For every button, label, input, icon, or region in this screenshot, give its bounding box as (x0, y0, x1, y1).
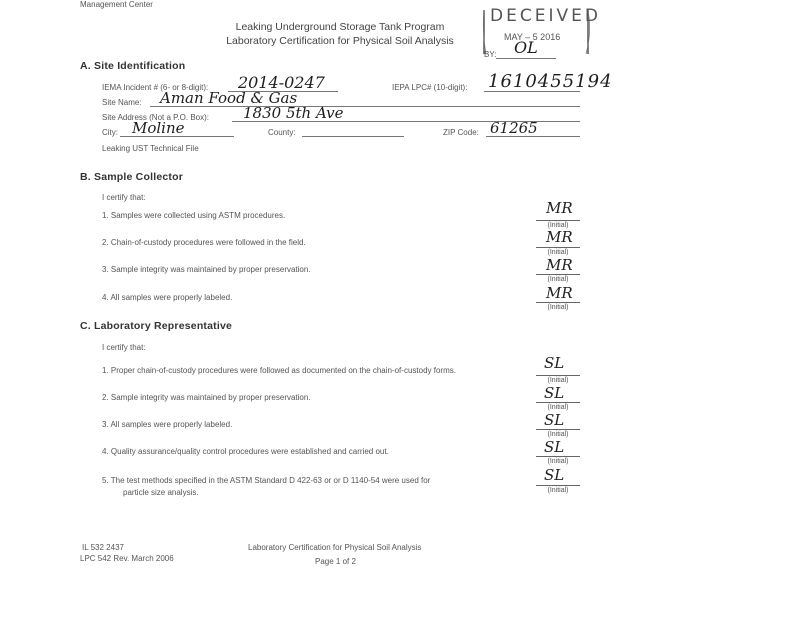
b-initial-caption-3: (Initial) (547, 276, 569, 283)
c-initial-line-2 (536, 402, 580, 403)
c-item-3: 3. All samples were properly labeled. (102, 420, 233, 429)
site-name-line (150, 106, 580, 107)
c-initial-caption-2: (Initial) (547, 404, 569, 411)
iema-label: IEMA Incident # (6- or 8-digit): (102, 83, 209, 92)
c-item-2: 2. Sample integrity was maintained by proper preservation. (102, 393, 311, 402)
file-label: Leaking UST Technical File (102, 144, 199, 153)
c-item-1: 1. Proper chain-of-custody procedures were followed as documented on the chain-of-custody forms. (102, 366, 456, 375)
iepa-label: IEPA LPC# (10-digit): (392, 83, 468, 92)
form-title-line2: Laboratory Certification for Physical Soil Analysis (226, 35, 454, 47)
b-initial-caption-2: (Initial) (547, 249, 569, 256)
b-initial-4[interactable]: MR (546, 284, 573, 302)
county-line (302, 136, 404, 137)
section-b-certify: I certify that: (102, 193, 146, 202)
form-title-line1: Leaking Underground Storage Tank Program (235, 21, 445, 33)
c-initial-caption-1: (Initial) (547, 377, 569, 384)
b-initial-3[interactable]: MR (546, 256, 573, 274)
city-value[interactable]: Moline (132, 119, 185, 137)
c-initial-line-1 (536, 375, 580, 376)
c-initial-5[interactable]: SL (544, 466, 565, 484)
b-item-3: 3. Sample integrity was maintained by proper preservation. (102, 265, 311, 274)
iepa-value[interactable]: 1610455194 (488, 71, 613, 92)
b-initial-caption-4: (Initial) (547, 304, 569, 311)
site-name-label: Site Name: (102, 98, 142, 107)
zip-line (486, 136, 580, 137)
c-initial-caption-4: (Initial) (547, 458, 569, 465)
b-item-4: 4. All samples were properly labeled. (102, 293, 233, 302)
b-initial-caption-1: (Initial) (547, 222, 569, 229)
footer-page-number: Page 1 of 2 (315, 557, 356, 566)
c-item-5-line2: particle size analysis. (123, 488, 199, 497)
stamp-by-line (496, 58, 556, 59)
site-name-value[interactable]: Aman Food & Gas (160, 89, 298, 107)
c-initial-4[interactable]: SL (544, 438, 565, 456)
c-initial-line-5 (536, 485, 580, 486)
site-address-label: Site Address (Not a P.O. Box): (102, 113, 210, 122)
stamp-by-label: BY: (484, 50, 497, 59)
city-label: City: (102, 128, 118, 137)
iema-value[interactable]: 2014-0247 (238, 73, 325, 92)
b-initial-line-3 (536, 274, 580, 275)
c-initial-1[interactable]: SL (544, 354, 565, 372)
footer-form-id: IL 532 2437 (82, 543, 124, 552)
zip-value[interactable]: 61265 (490, 119, 538, 137)
top-left-label: Management Center (80, 0, 153, 9)
iepa-line (484, 91, 580, 92)
c-initial-caption-3: (Initial) (547, 431, 569, 438)
c-item-4: 4. Quality assurance/quality control procedures were established and carried out. (102, 447, 389, 456)
b-initial-2[interactable]: MR (546, 228, 573, 246)
c-initial-caption-5: (Initial) (547, 487, 569, 494)
site-address-value[interactable]: 1830 5th Ave (243, 104, 344, 122)
b-item-2: 2. Chain-of-custody procedures were followed in the field. (102, 238, 306, 247)
footer-center-title: Laboratory Certification for Physical Soil Analysis (248, 543, 422, 552)
county-label: County: (268, 128, 296, 137)
zip-label: ZIP Code: (443, 128, 479, 137)
b-initial-line-1 (536, 220, 580, 221)
footer-form-rev: LPC 542 Rev. March 2006 (80, 554, 174, 563)
b-item-1: 1. Samples were collected using ASTM procedures. (102, 211, 286, 220)
c-item-5: 5. The test methods specified in the ASTM Standard D 422-63 or or D 1140-54 were used for (102, 476, 431, 485)
b-initial-1[interactable]: MR (546, 199, 573, 217)
stamp-text: DECEIVED (490, 6, 601, 26)
section-c-heading: C. Laboratory Representative (80, 320, 233, 332)
section-b-heading: B. Sample Collector (80, 171, 183, 183)
c-initial-line-3 (536, 429, 580, 430)
b-initial-line-2 (536, 247, 580, 248)
c-initial-3[interactable]: SL (544, 411, 565, 429)
stamp-date: MAY – 5 2016 (504, 32, 561, 42)
b-initial-line-4 (536, 302, 580, 303)
city-line (120, 136, 234, 137)
section-c-certify: I certify that: (102, 343, 146, 352)
c-initial-line-4 (536, 456, 580, 457)
c-initial-2[interactable]: SL (544, 384, 565, 402)
stamp-initials: OL (514, 38, 538, 57)
section-a-heading: A. Site Identification (80, 60, 186, 72)
received-stamp (480, 6, 601, 59)
